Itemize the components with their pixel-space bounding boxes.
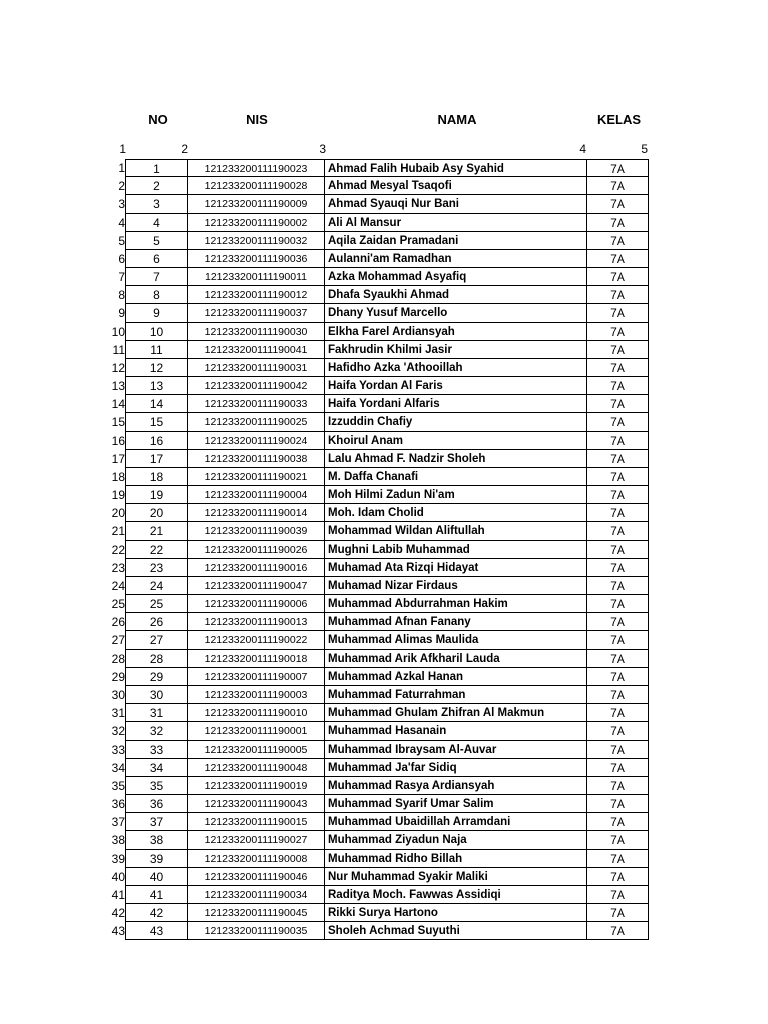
table-row <box>100 195 649 213</box>
table-row <box>100 541 649 559</box>
cell-nama: Muhammad Hasanain <box>325 722 587 740</box>
row-index: 21 <box>100 522 126 540</box>
cell-nama: Muhamad Ata Rizqi Hidayat <box>325 559 587 577</box>
cell-nis: 121233200111190027 <box>188 831 325 849</box>
row-index: 3 <box>100 195 126 213</box>
table-row <box>100 722 649 740</box>
cell-nama: Fakhrudin Khilmi Jasir <box>325 341 587 359</box>
cell-no: 32 <box>126 722 188 740</box>
row-index: 6 <box>100 250 126 268</box>
cell-no: 43 <box>126 922 188 940</box>
row-index: 35 <box>100 777 126 795</box>
cell-no: 34 <box>126 759 188 777</box>
cell-kelas: 7A <box>587 631 649 649</box>
row-index: 10 <box>100 323 126 341</box>
cell-no: 13 <box>126 377 188 395</box>
cell-nama: Rikki Surya Hartono <box>325 904 587 922</box>
row-index: 7 <box>100 268 126 286</box>
cell-no: 3 <box>126 195 188 213</box>
row-index: 25 <box>100 595 126 613</box>
row-index: 29 <box>100 668 126 686</box>
table-row <box>100 341 649 359</box>
cell-no: 42 <box>126 904 188 922</box>
cell-kelas: 7A <box>587 304 649 322</box>
cell-nama: Muhammad Azkal Hanan <box>325 668 587 686</box>
table-row <box>100 304 649 322</box>
table-row <box>100 631 649 649</box>
table-row <box>100 904 649 922</box>
cell-no: 27 <box>126 631 188 649</box>
cell-no: 17 <box>126 450 188 468</box>
cell-kelas: 7A <box>587 250 649 268</box>
table-row <box>100 704 649 722</box>
cell-kelas: 7A <box>587 704 649 722</box>
row-index: 11 <box>100 341 126 359</box>
cell-nama: Muhammad Ghulam Zhifran Al Makmun <box>325 704 587 722</box>
row-index: 19 <box>100 486 126 504</box>
cell-nama: Muhammad Faturrahman <box>325 686 587 704</box>
cell-nis: 121233200111190021 <box>188 468 325 486</box>
cell-kelas: 7A <box>587 504 649 522</box>
column-number-4: 4 <box>579 142 586 156</box>
cell-nama: M. Daffa Chanafi <box>325 468 587 486</box>
cell-kelas: 7A <box>587 541 649 559</box>
cell-kelas: 7A <box>587 268 649 286</box>
table-row <box>100 850 649 868</box>
cell-no: 12 <box>126 359 188 377</box>
table-row <box>100 777 649 795</box>
header-no: NO <box>148 112 168 127</box>
cell-nis: 121233200111190024 <box>188 432 325 450</box>
row-index: 22 <box>100 541 126 559</box>
cell-no: 23 <box>126 559 188 577</box>
table-row <box>100 559 649 577</box>
header-nis: NIS <box>246 112 268 127</box>
cell-no: 31 <box>126 704 188 722</box>
table-row <box>100 795 649 813</box>
cell-nis: 121233200111190010 <box>188 704 325 722</box>
cell-nis: 121233200111190009 <box>188 195 325 213</box>
cell-nama: Muhammad Ja'far Sidiq <box>325 759 587 777</box>
table-row <box>100 577 649 595</box>
cell-nis: 121233200111190008 <box>188 850 325 868</box>
cell-kelas: 7A <box>587 195 649 213</box>
row-index: 8 <box>100 286 126 304</box>
cell-nis: 121233200111190018 <box>188 650 325 668</box>
row-index: 37 <box>100 813 126 831</box>
cell-kelas: 7A <box>587 468 649 486</box>
cell-nis: 121233200111190014 <box>188 504 325 522</box>
cell-nama: Izzuddin Chafiy <box>325 413 587 431</box>
cell-no: 9 <box>126 304 188 322</box>
table-row <box>100 468 649 486</box>
table-row <box>100 268 649 286</box>
cell-nis: 121233200111190003 <box>188 686 325 704</box>
table-row <box>100 868 649 886</box>
table-row <box>100 595 649 613</box>
row-index: 43 <box>100 922 126 940</box>
cell-nama: Aulanni'am Ramadhan <box>325 250 587 268</box>
table-row <box>100 286 649 304</box>
cell-nama: Ahmad Falih Hubaib Asy Syahid <box>325 159 587 177</box>
cell-kelas: 7A <box>587 522 649 540</box>
cell-nis: 121233200111190015 <box>188 813 325 831</box>
table-row <box>100 886 649 904</box>
cell-kelas: 7A <box>587 359 649 377</box>
cell-no: 4 <box>126 214 188 232</box>
cell-kelas: 7A <box>587 577 649 595</box>
cell-nis: 121233200111190026 <box>188 541 325 559</box>
cell-no: 7 <box>126 268 188 286</box>
cell-nama: Muhammad Syarif Umar Salim <box>325 795 587 813</box>
cell-nama: Moh. Idam Cholid <box>325 504 587 522</box>
cell-nis: 121233200111190030 <box>188 323 325 341</box>
table-row <box>100 504 649 522</box>
row-index: 16 <box>100 432 126 450</box>
cell-kelas: 7A <box>587 432 649 450</box>
cell-no: 33 <box>126 741 188 759</box>
row-index: 23 <box>100 559 126 577</box>
cell-no: 1 <box>126 159 188 177</box>
row-index: 17 <box>100 450 126 468</box>
table-row <box>100 450 649 468</box>
row-index: 33 <box>100 741 126 759</box>
cell-kelas: 7A <box>587 232 649 250</box>
row-index: 14 <box>100 395 126 413</box>
cell-nis: 121233200111190036 <box>188 250 325 268</box>
row-index: 26 <box>100 613 126 631</box>
cell-nis: 121233200111190022 <box>188 631 325 649</box>
table-row <box>100 250 649 268</box>
cell-no: 40 <box>126 868 188 886</box>
row-index: 4 <box>100 214 126 232</box>
cell-kelas: 7A <box>587 813 649 831</box>
cell-nis: 121233200111190007 <box>188 668 325 686</box>
cell-kelas: 7A <box>587 323 649 341</box>
table-row <box>100 177 649 195</box>
cell-no: 29 <box>126 668 188 686</box>
cell-no: 26 <box>126 613 188 631</box>
row-index: 41 <box>100 886 126 904</box>
cell-no: 19 <box>126 486 188 504</box>
cell-nis: 121233200111190001 <box>188 722 325 740</box>
cell-kelas: 7A <box>587 159 649 177</box>
cell-nama: Haifa Yordani Alfaris <box>325 395 587 413</box>
row-index: 30 <box>100 686 126 704</box>
cell-nis: 121233200111190025 <box>188 413 325 431</box>
cell-nama: Muhammad Ubaidillah Arramdani <box>325 813 587 831</box>
cell-no: 15 <box>126 413 188 431</box>
cell-nis: 121233200111190004 <box>188 486 325 504</box>
cell-no: 37 <box>126 813 188 831</box>
cell-nama: Aqila Zaidan Pramadani <box>325 232 587 250</box>
table-row <box>100 686 649 704</box>
cell-no: 18 <box>126 468 188 486</box>
cell-no: 14 <box>126 395 188 413</box>
cell-no: 8 <box>126 286 188 304</box>
row-index: 40 <box>100 868 126 886</box>
cell-nis: 121233200111190002 <box>188 214 325 232</box>
cell-no: 22 <box>126 541 188 559</box>
header-nama: NAMA <box>437 112 477 127</box>
cell-nis: 121233200111190045 <box>188 904 325 922</box>
cell-nama: Mughni Labib Muhammad <box>325 541 587 559</box>
table-row <box>100 759 649 777</box>
row-index: 38 <box>100 831 126 849</box>
cell-no: 2 <box>126 177 188 195</box>
cell-kelas: 7A <box>587 486 649 504</box>
cell-nama: Muhammad Alimas Maulida <box>325 631 587 649</box>
cell-nis: 121233200111190046 <box>188 868 325 886</box>
table-row <box>100 159 649 177</box>
row-index: 36 <box>100 795 126 813</box>
cell-no: 16 <box>126 432 188 450</box>
cell-nama: Haifa Yordan Al Faris <box>325 377 587 395</box>
column-number-1: 1 <box>119 142 126 156</box>
cell-nis: 121233200111190047 <box>188 577 325 595</box>
table-row <box>100 395 649 413</box>
cell-nama: Ali Al Mansur <box>325 214 587 232</box>
cell-kelas: 7A <box>587 922 649 940</box>
table-row <box>100 232 649 250</box>
cell-nis: 121233200111190042 <box>188 377 325 395</box>
row-index: 9 <box>100 304 126 322</box>
cell-no: 39 <box>126 850 188 868</box>
cell-nama: Mohammad Wildan Aliftullah <box>325 522 587 540</box>
table-row <box>100 413 649 431</box>
cell-kelas: 7A <box>587 450 649 468</box>
cell-kelas: 7A <box>587 831 649 849</box>
cell-no: 36 <box>126 795 188 813</box>
cell-nama: Muhammad Ziyadun Naja <box>325 831 587 849</box>
cell-nis: 121233200111190032 <box>188 232 325 250</box>
cell-nis: 121233200111190011 <box>188 268 325 286</box>
cell-nis: 121233200111190023 <box>188 159 325 177</box>
cell-nis: 121233200111190039 <box>188 522 325 540</box>
cell-kelas: 7A <box>587 177 649 195</box>
table-row <box>100 831 649 849</box>
cell-nis: 121233200111190006 <box>188 595 325 613</box>
table-row <box>100 813 649 831</box>
cell-nama: Nur Muhammad Syakir Maliki <box>325 868 587 886</box>
row-index: 13 <box>100 377 126 395</box>
cell-no: 10 <box>126 323 188 341</box>
cell-no: 6 <box>126 250 188 268</box>
student-table <box>100 159 649 940</box>
cell-no: 25 <box>126 595 188 613</box>
cell-kelas: 7A <box>587 341 649 359</box>
cell-kelas: 7A <box>587 650 649 668</box>
cell-kelas: 7A <box>587 613 649 631</box>
table-row <box>100 486 649 504</box>
table-row <box>100 522 649 540</box>
row-index: 20 <box>100 504 126 522</box>
cell-nama: Dhafa Syaukhi Ahmad <box>325 286 587 304</box>
cell-kelas: 7A <box>587 777 649 795</box>
row-index: 28 <box>100 650 126 668</box>
cell-kelas: 7A <box>587 413 649 431</box>
cell-nis: 121233200111190034 <box>188 886 325 904</box>
row-index: 5 <box>100 232 126 250</box>
cell-nama: Lalu Ahmad F. Nadzir Sholeh <box>325 450 587 468</box>
cell-nis: 121233200111190005 <box>188 741 325 759</box>
cell-nama: Muhammad Afnan Fanany <box>325 613 587 631</box>
cell-no: 24 <box>126 577 188 595</box>
table-row <box>100 214 649 232</box>
cell-nama: Muhammad Ridho Billah <box>325 850 587 868</box>
cell-no: 38 <box>126 831 188 849</box>
cell-nis: 121233200111190043 <box>188 795 325 813</box>
table-row <box>100 377 649 395</box>
cell-nis: 121233200111190041 <box>188 341 325 359</box>
cell-kelas: 7A <box>587 286 649 304</box>
column-number-5: 5 <box>641 142 648 156</box>
cell-kelas: 7A <box>587 759 649 777</box>
cell-nis: 121233200111190028 <box>188 177 325 195</box>
cell-kelas: 7A <box>587 559 649 577</box>
cell-nama: Muhammad Ibraysam Al-Auvar <box>325 741 587 759</box>
table-row <box>100 741 649 759</box>
cell-nama: Azka Mohammad Asyafiq <box>325 268 587 286</box>
cell-kelas: 7A <box>587 795 649 813</box>
cell-nama: Elkha Farel Ardiansyah <box>325 323 587 341</box>
table-row <box>100 359 649 377</box>
cell-nama: Muhammad Arik Afkharil Lauda <box>325 650 587 668</box>
cell-kelas: 7A <box>587 741 649 759</box>
row-index: 2 <box>100 177 126 195</box>
cell-nis: 121233200111190013 <box>188 613 325 631</box>
cell-nama: Muhamad Nizar Firdaus <box>325 577 587 595</box>
cell-no: 5 <box>126 232 188 250</box>
row-index: 32 <box>100 722 126 740</box>
cell-no: 35 <box>126 777 188 795</box>
cell-nis: 121233200111190033 <box>188 395 325 413</box>
cell-nama: Ahmad Syauqi Nur Bani <box>325 195 587 213</box>
cell-no: 21 <box>126 522 188 540</box>
row-index: 42 <box>100 904 126 922</box>
cell-kelas: 7A <box>587 595 649 613</box>
cell-no: 28 <box>126 650 188 668</box>
cell-kelas: 7A <box>587 395 649 413</box>
row-index: 15 <box>100 413 126 431</box>
cell-kelas: 7A <box>587 377 649 395</box>
cell-nis: 121233200111190037 <box>188 304 325 322</box>
cell-nis: 121233200111190019 <box>188 777 325 795</box>
cell-kelas: 7A <box>587 850 649 868</box>
cell-nis: 121233200111190031 <box>188 359 325 377</box>
cell-kelas: 7A <box>587 686 649 704</box>
table-row <box>100 650 649 668</box>
cell-nama: Hafidho Azka 'Athooillah <box>325 359 587 377</box>
cell-nama: Raditya Moch. Fawwas Assidiqi <box>325 886 587 904</box>
row-index: 1 <box>100 159 126 177</box>
cell-nama: Ahmad Mesyal Tsaqofi <box>325 177 587 195</box>
table-row <box>100 432 649 450</box>
cell-nis: 121233200111190038 <box>188 450 325 468</box>
cell-no: 11 <box>126 341 188 359</box>
cell-nama: Sholeh Achmad Suyuthi <box>325 922 587 940</box>
row-index: 31 <box>100 704 126 722</box>
row-index: 18 <box>100 468 126 486</box>
cell-kelas: 7A <box>587 668 649 686</box>
cell-nis: 121233200111190048 <box>188 759 325 777</box>
cell-kelas: 7A <box>587 868 649 886</box>
column-number-2: 2 <box>181 142 188 156</box>
row-index: 27 <box>100 631 126 649</box>
row-index: 34 <box>100 759 126 777</box>
row-index: 24 <box>100 577 126 595</box>
cell-nama: Moh Hilmi Zadun Ni'am <box>325 486 587 504</box>
cell-kelas: 7A <box>587 886 649 904</box>
cell-no: 20 <box>126 504 188 522</box>
cell-nis: 121233200111190035 <box>188 922 325 940</box>
row-index: 39 <box>100 850 126 868</box>
table-row <box>100 668 649 686</box>
header-kelas: KELAS <box>596 112 642 127</box>
cell-kelas: 7A <box>587 214 649 232</box>
cell-nama: Muhammad Abdurrahman Hakim <box>325 595 587 613</box>
cell-nis: 121233200111190016 <box>188 559 325 577</box>
cell-nama: Dhany Yusuf Marcello <box>325 304 587 322</box>
cell-nama: Khoirul Anam <box>325 432 587 450</box>
table-row <box>100 613 649 631</box>
cell-nama: Muhammad Rasya Ardiansyah <box>325 777 587 795</box>
column-number-3: 3 <box>319 142 326 156</box>
table-row <box>100 323 649 341</box>
cell-no: 41 <box>126 886 188 904</box>
cell-no: 30 <box>126 686 188 704</box>
row-index: 12 <box>100 359 126 377</box>
cell-nis: 121233200111190012 <box>188 286 325 304</box>
cell-kelas: 7A <box>587 904 649 922</box>
table-row <box>100 922 649 940</box>
cell-kelas: 7A <box>587 722 649 740</box>
